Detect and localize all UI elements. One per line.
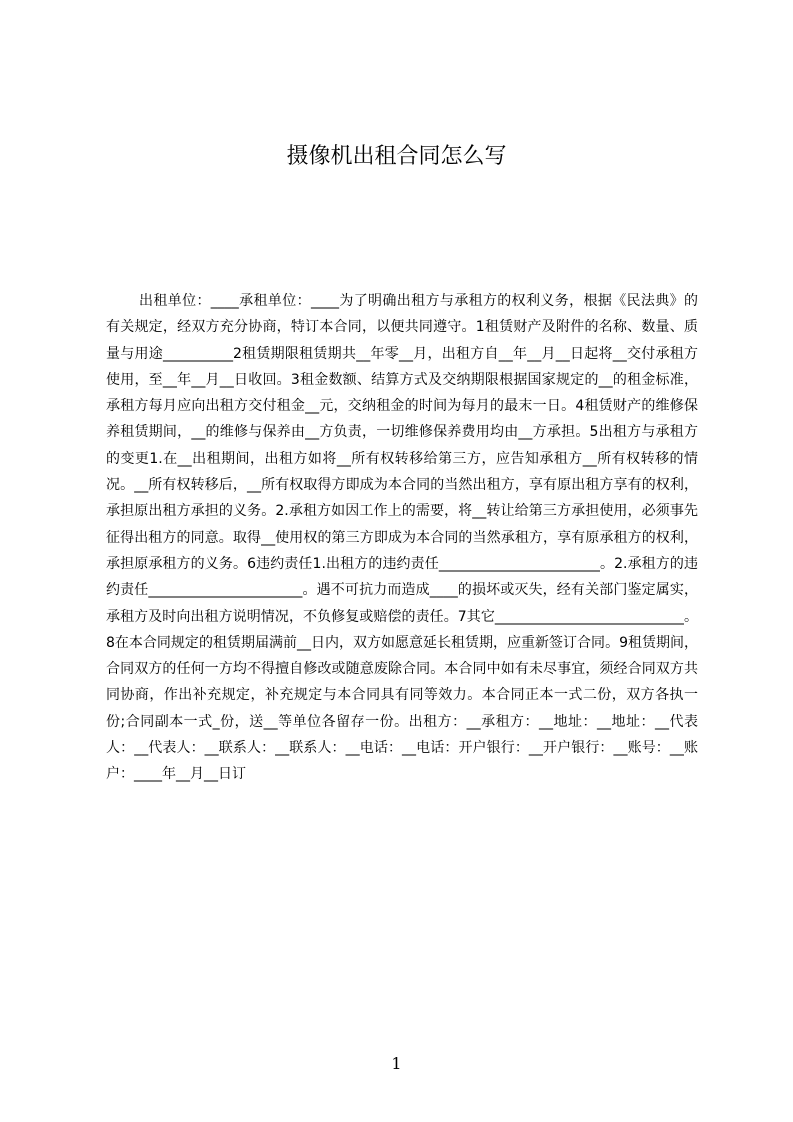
page-number: 1 [391,1054,402,1073]
contract-body-text: 出租单位：____承租单位：____为了明确出租方与承租方的权利义务，根据《民法典》的有关规定，经双方充分协商，特订本合同，以便共同遵守。1租赁财产及附件的名称、数量、质量与用途__________2租赁期限租赁期共__年零__月，出租方自__年__月__日起将__交付承租方使用，至__年__月__日收回。3租金数额、结算方式及交纳期限根据国家规定的__的租金标准，承租方每月应向出租方交付租金__元，交纳租金的时间为每月的最末一日。4租赁财产的维修保养租赁期间，__的维修与保养由__方负责，一切维修保养费用均由__方承担。5出租方与承租方的变更1.在__出租期间，出租方如将__所有权转移给第三方，应告知承租方__所有权转移的情况。__所有权转移后，__所有权取得方即成为本合同的当然出租方，享有原出租方享有的权利，承担原出租方承担的义务。2.承租方如因工作上的需要，将__转让给第三方承担使用，必须事先征得出租方的同意。取得__使用权的第三方即成为本合同的当然承租方，享有原承租方的权利，承担原承租方的义务。6违约责任1.出租方的违约责任_______________________。2.承租方的违约责任______________________。遇不可抗力而造成____的损坏或灭失，经有关部门鉴定属实，承租方及时向出租方说明情况，不负修复或赔偿的责任。7其它___________________________。8在本合同规定的租赁期届满前__日内，双方如愿意延长租赁期，应重新签订合同。9租赁期间，合同双方的任何一方均不得擅自修改或随意废除合同。本合同中如有未尽事宜，须经合同双方共同协商，作出补充规定，补充规定与本合同具有同等效力。本合同正本一式二份，双方各执一份;合同副本一式_份，送__等单位各留存一份。出租方：__承租方：__地址：__地址：__代表人：__代表人：__联系人：__联系人：__电话：__电话：开户银行：__开户银行：__账号：__账户：____年__月__日订 [106,293,698,783]
document-title: 摄像机出租合同怎么写 [286,144,507,169]
